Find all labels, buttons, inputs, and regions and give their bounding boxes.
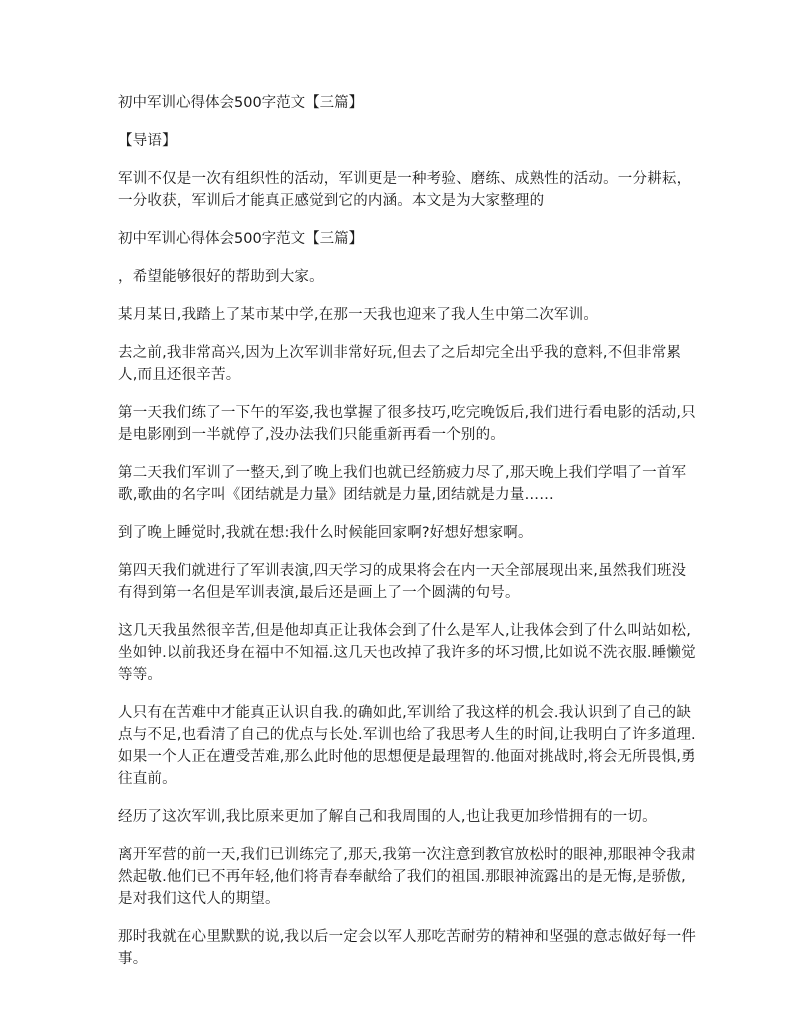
document-body (118, 92, 698, 986)
paragraph: 经历了这次军训,我比原来更加了解自己和我周围的人,也让我更加珍惜拥有的一切。 (118, 809, 657, 825)
paragraph: 第一天我们练了一下午的军姿,我也掌握了很多技巧,吃完晚饭后,我们进行看电影的活动,只是电影刚到一半就停了,没办法我们只能重新再看一个别的。 (118, 405, 696, 443)
paragraph: 某月某日,我踏上了某市某中学,在那一天我也迎来了我人生中第二次军训。 (118, 307, 599, 323)
intro-label: 【导语】 (118, 133, 177, 149)
paragraph: 去之前,我非常高兴,因为上次军训非常好玩,但去了之后却完全出乎我的意料,不但非常累人,而且还很辛苦。 (118, 345, 682, 383)
intro-text: 军训不仅是一次有组织性的活动，军训更是一种考验、磨练、成熟性的活动。一分耕耘，一分收获，军训后才能真正感觉到它的内涵。本文是为大家整理的 (118, 171, 692, 209)
paragraph: 第二天我们军训了一整天,到了晚上我们也就已经筋疲力尽了,那天晚上我们学唱了一首军歌,歌曲的名字叫《团结就是力量》团结就是力量,团结就是力量…… (118, 465, 687, 503)
paragraph: 人只有在苦难中才能真正认识自我.的确如此,军训给了我这样的机会.我认识到了自己的缺点与不足,也看清了自己的优点与长处.军训也给了我思考人生的时间,让我明白了许多道理.如果一个人正在遭受苦难,那么此时他的思想便是最理智的.他面对挑战时,将会无所畏惧,勇往直前。 (118, 705, 696, 787)
paragraph: 第四天我们就进行了军训表演,四天学习的成果将会在内一天全部展现出来,虽然我们班没有得到第一名但是军训表演,最后还是画上了一个圆满的句号。 (118, 563, 687, 601)
paragraph: 这几天我虽然很辛苦,但是他却真正让我体会到了什么是军人,让我体会到了什么叫站如松,坐如钟.以前我还身在福中不知福.这几天也改掉了我许多的坏习惯,比如说不洗衣服.睡懒觉等等。 (118, 623, 696, 683)
intro-closing: ，希望能够很好的帮助到大家。 (118, 269, 324, 285)
paragraph: 到了晚上睡觉时,我就在想:我什么时候能回家啊?好想好想家啊。 (118, 525, 533, 541)
document-title-repeat: 初中军训心得体会500字范文【三篇】 (118, 231, 364, 247)
paragraph: 那时我就在心里默默的说,我以后一定会以军人那吃苦耐劳的精神和坚强的意志做好每一件事。 (118, 929, 697, 967)
paragraph: 离开军营的前一天,我们已训练完了,那天,我第一次注意到教官放松时的眼神,那眼神令我肃然起敬.他们已不再年轻,他们将青春奉献给了我们的祖国.那眼神流露出的是无悔,是骄傲,是对我们这代人的期望。 (118, 847, 696, 907)
document-title: 初中军训心得体会500字范文【三篇】 (118, 95, 364, 111)
